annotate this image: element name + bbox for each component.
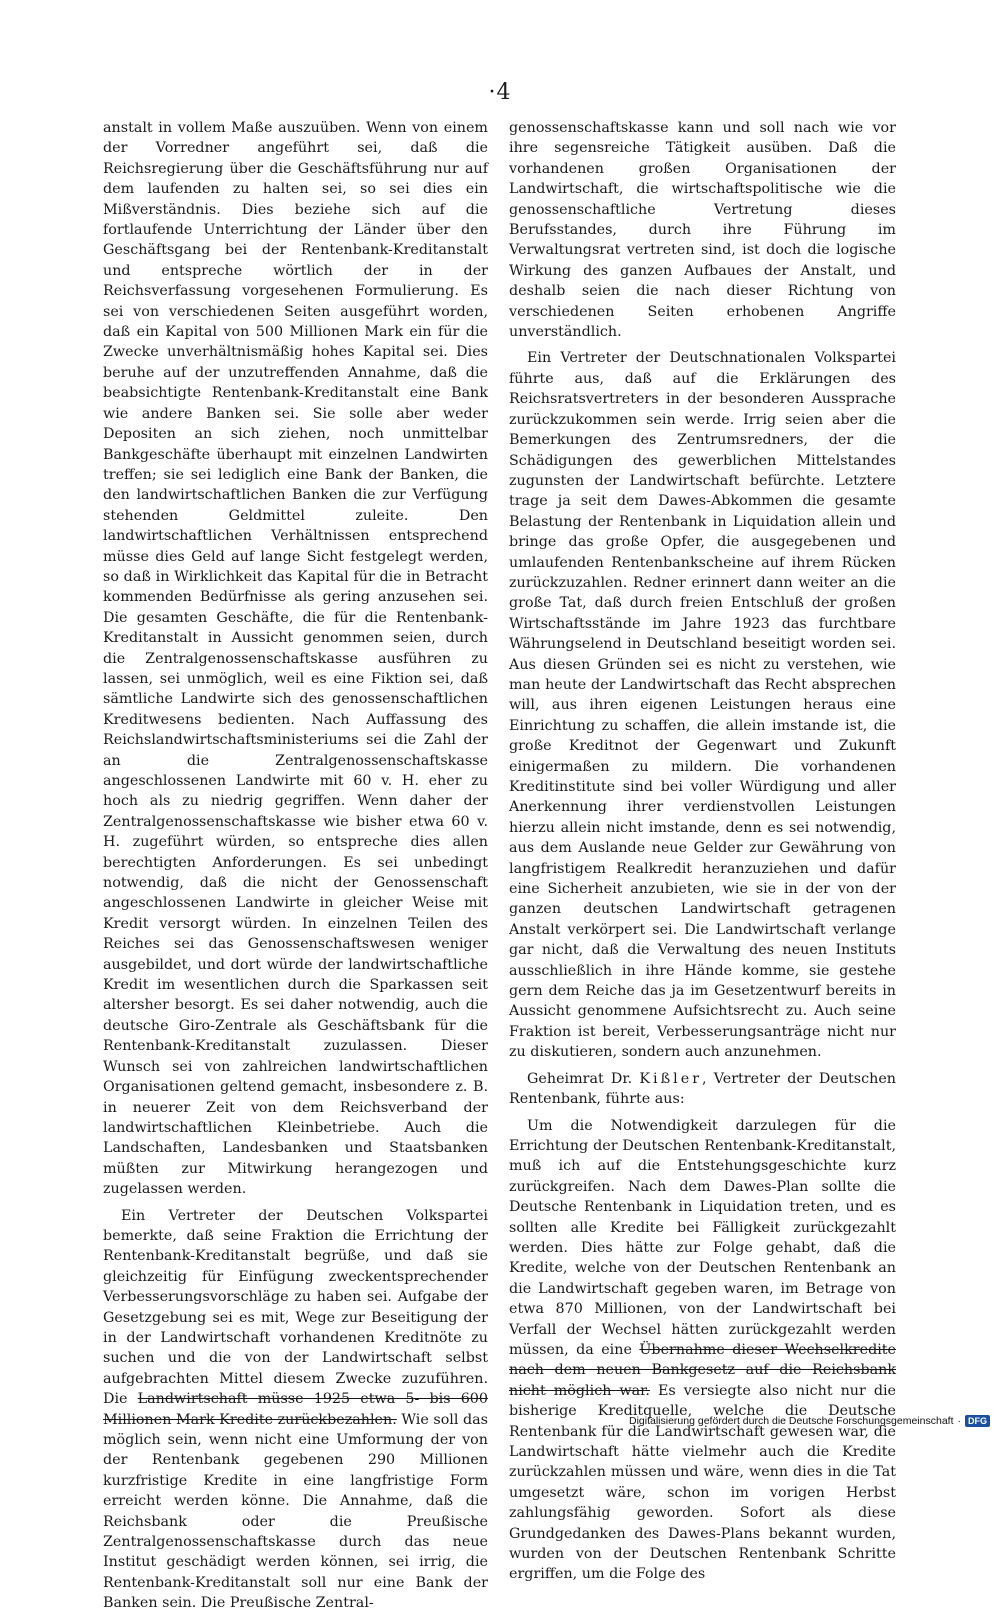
speaker-role: , Vertreter der Deutschen Rentenbank, führte aus: — [509, 1070, 896, 1108]
page-number: ·4 — [488, 80, 512, 105]
right-paragraph-4-struck-text: Übernahme dieser Wechselkredite nach dem neuen Bankgesetz auf die Reichsbank nicht möglich war. — [509, 1341, 896, 1399]
right-paragraph-1: genossenschaftskasse kann und soll nach wie vor ihre segensreiche Tätigkeit ausüben. Daß die vorhandenen großen Organisationen der Landwirtschaft, die wirtschaftspolitische wie die genossenschaftliche Vertretung dieses Berufsstandes, durch ihre Führung im Verwaltungsrat vertreten sind, ist doch die logische Wirkung des ganzen Aufbaues der Anstalt, und deshalb seien die nach dieser Richtung von verschiedenen Seiten erhobenen Angriffe unverständlich. — [509, 120, 896, 341]
right-paragraph-2: Ein Vertreter der Deutschnationalen Volkspartei führte aus, daß auf die Erklärungen des Reichsratsvertreters in der besonderen Aussprache zurückzukommen sein werde. Irrig seien aber die Bemerkungen des Zentrumsredners, der die Schädigungen des gewerblichen Mittelstandes zugunsten der Landwirtschaft befürchte. Letztere trage ja seit dem Dawes-Abkommen die gesamte Belastung der Rentenbank in Liquidation allein und bringe das große Opfer, die ausgegebenen und umlaufenden Rentenbankscheine auf ihrem Rücken zurückzuzahlen. Redner erinnert dann weiter an die große Tat, daß durch freien Entschluß der großen Wirtschaftsstände im Jahre 1923 das furchtbare Währungselend in Deutschland beseitigt worden sei. Aus diesen Gründen sei es nicht zu verstehen, wie man heute der Landwirtschaft das Recht absprechen will, aus ihren eigenen Leistungen heraus eine Einrichtung zu schaffen, die allein imstande ist, die große Kreditnot der Gegenwart und Zukunft einigermaßen zu mildern. Die vorhandenen Kreditinstitute sind bei voller Würdigung und aller Anerkennung ihrer verdienstvollen Leistungen hierzu allein nicht imstande, denn es sei notwendig, aus dem Auslande neue Gelder zur Gewährung von langfristigem Realkredit heranzuziehen und dafür eine Sicherheit anzubieten, wie sie in der von der ganzen deutschen Landwirtschaft getragenen Anstalt verkörpert sei. Die Landwirtschaft verlange gar nicht, daß die Verwaltung des neuen Instituts ausschließlich in ihre Hände komme, sie gestehe gern dem Reiche das ja im Gesetzentwurf bereits in Aussicht genommene Aufsichtsrecht zu. Auch seine Fraktion ist bereit, Verbesserungsanträge nicht nur zu diskutieren, sondern auch anzunehmen. — [509, 350, 896, 1061]
left-paragraph-2-text-b: Wie soll das möglich sein, wenn nicht eine Umformung der von der Rentenbank gegebenen 290 Millionen kurzfristige Kredite in eine langfristige Form erreicht werden könne. Die Annahme, daß die Reichsbank oder die Preußische Zentralgenossenschaftskasse durch das neue Institut geschädigt werden können, sei irrig, die Rentenbank-Kreditanstalt soll nur eine Bank der Banken sein. Die Preußische Zentral- — [103, 1411, 489, 1612]
right-paragraph-4-text-b: Es versiegte also nicht nur die bisherige Kreditquelle, welche die Deutsche Rentenbank für die Landwirtschaft gewesen war, die Landwirtschaft hätte vielmehr auch die Kredite zurückzahlen müssen und wäre, wenn dies in die Tat umgesetzt wäre, schon im vorigen Herbst zahlungsfähig geworden. Sofort als diese Grundgedanken des Dawes-Plans bekannt wurden, wurden von der Deutschen Rentenbank Schritte ergriffen, um die Folge des — [509, 1382, 896, 1583]
left-paragraph-2-struck-text: Landwirtschaft müsse 1925 etwa 5- bis 600 Millionen Mark Kredite zurückbezahlen. — [103, 1391, 488, 1428]
right-paragraph-4 — [509, 1116, 896, 1585]
footer-text: Digitalisierung gefördert durch die Deutsche Forschungsgemeinschaft — [628, 1415, 954, 1427]
separator-dot: · — [957, 1415, 961, 1427]
speaker-title: Geheimrat Dr. — [527, 1070, 633, 1087]
right-paragraph-3 — [509, 1069, 896, 1110]
footer-credit — [605, 1415, 990, 1427]
dfg-logo-icon: DFG — [965, 1415, 990, 1427]
left-column — [103, 118, 488, 1620]
left-paragraph-2 — [103, 1206, 488, 1614]
left-paragraph-1: anstalt in vollem Maße auszuüben. Wenn von einem der Vorredner angeführt sei, daß die Reichsregierung über die Geschäftsführung nur auf dem laufenden zu halten sei, so sei dies ein Mißverständnis. Dies beziehe sich auf die fortlaufende Unterrichtung der Länder über den Geschäftsgang bei der Rentenbank-Kreditanstalt und entspreche wörtlich der in der Reichsverfassung vorgesehenen Formulierung. Es sei von verschiedenen Seiten ausgeführt worden, daß ein Kapital von 500 Millionen Mark ein für die Zwecke unverhältnismäßig hohes Kapital sei. Dies beruhe auf der unzutreffenden Annahme, daß die beabsichtigte Rentenbank-Kreditanstalt eine Bank wie andere Banken sei. Sie solle aber weder Depositen an sich ziehen, noch unmittelbar Bankgeschäfte überhaupt mit einzelnen Landwirten treffen; sie sei lediglich eine Bank der Banken, die den landwirtschaftlichen Banken die zur Verfügung stehenden Geldmittel zuleite. Den landwirtschaftlichen Verhältnissen entsprechend müsse dies Geld auf lange Sicht festgelegt werden, so daß in Wirklichkeit das Kapital für die in Betracht kommenden Bedürfnisse als gering anzusehen sei. Die gesamten Geschäfte, die für die Rentenbank-Kreditanstalt in Aussicht genommen seien, durch die Zentralgenossenschaftskasse ausführen zu lassen, sei unmöglich, weil es eine Fiktion sei, daß sämtliche Landwirte sich des genossenschaftlichen Kreditwesens bedienten. Nach Auffassung des Reichslandwirtschaftsministeriums sei die Zahl der an die Zentralgenossenschaftskasse angeschlossenen Landwirte mit 60 v. H. eher zu hoch als zu niedrig gegriffen. Wenn daher der Zentralgenossenschaftskasse wie bisher etwa 60 v. H. zugeführt würden, so entspreche dies allen berechtigten Anforderungen. Es sei unbedingt notwendig, daß die nicht der Genossenschaft angeschlossenen Landwirte in gleicher Weise mit Kredit versorgt würden. In einzelnen Teilen des Reiches sei das Genossenschaftswesen weniger ausgebildet, und dort würde der landwirtschaftliche Kredit im wesentlichen durch die Sparkassen seit altersher besorgt. Es sei daher notwendig, auch die deutsche Giro-Zentrale als Geschäftsbank für die Rentenbank-Kreditanstalt zuzulassen. Dieser Wunsch sei von zahlreichen landwirtschaftlichen Organisationen geltend gemacht, insbesondere z. B. in neuerer Zeit von dem Reichsverband der landwirtschaftlichen Kleinbetriebe. Auch die Landschaften, Landesbanken und Staatsbanken müßten zur Mitwirkung herangezogen und zugelassen werden. — [103, 120, 488, 1198]
right-column — [509, 118, 896, 1591]
left-paragraph-2-text-a: Ein Vertreter der Deutschen Volkspartei bemerkte, daß seine Fraktion die Errichtung der Rentenbank-Kreditanstalt begrüße, und daß sie gleichzeitig für Einfügung zweckentsprechender Verbesserungsvorschläge zu haben sei. Aufgabe der Gesetzgebung sei es mit, Wege zur Beseitigung der in der Landwirtschaft vorhandenen Kreditnöte zu suchen und die von der Landwirtschaft selbst aufgebrachten Mittel diesem Zwecke zuzuführen. Die — [103, 1207, 488, 1408]
speaker-name: Kißler — [639, 1070, 703, 1087]
right-paragraph-4-text-a: Um die Notwendigkeit darzulegen für die Errichtung der Deutschen Rentenbank-Kreditanstalt, muß ich auf die Entstehungsgeschichte kurz zurückgreifen. Nach dem Dawes-Plan sollte die Deutsche Rentenbank in Liquidation treten, und es sollten alle Kredite bei Fälligkeit zurückgezahlt werden. Dies hätte zur Folge gehabt, daß die Kredite, welche von der Deutschen Rentenbank an die Landwirtschaft gegeben waren, im Betrage von etwa 870 Millionen, von der Landwirtschaft bei Verfall der Wechsel hätten zurückgezahlt werden müssen, da eine — [509, 1117, 896, 1358]
